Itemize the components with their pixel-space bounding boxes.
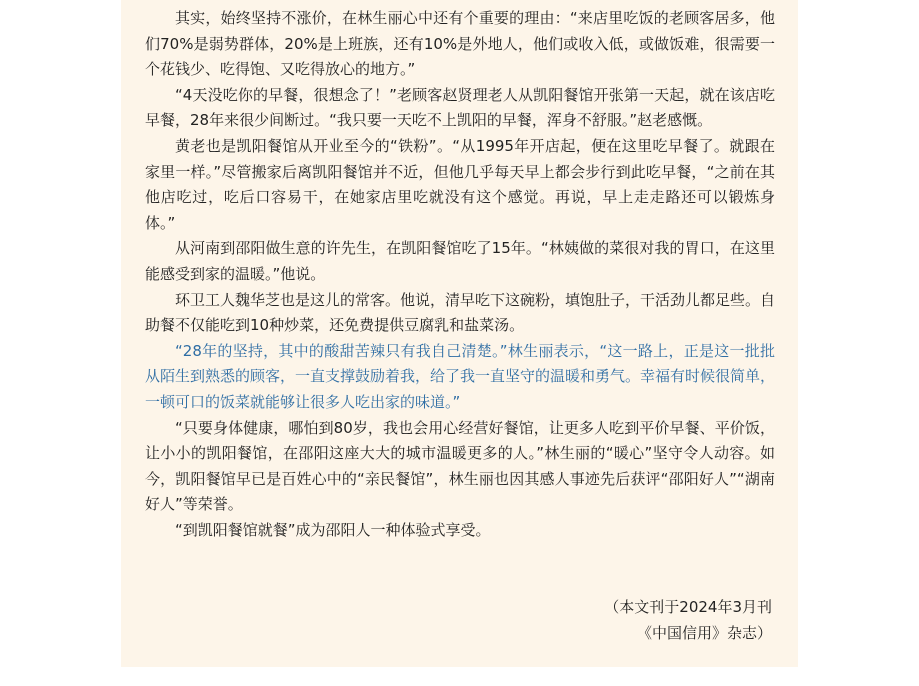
article-body	[145, 6, 775, 543]
paragraph-warm-heart: “只要身体健康，哪怕到80岁，我也会用心经营好餐馆，让更多人吃到平价早餐、平价饭，让小小的凯阳餐馆，在邵阳这座大大的城市温暖更多的人。”林生丽的“暖心”坚守令人动容。如今，凯阳餐馆早已是百姓心中的“亲民餐馆”，林生丽也因其感人事迹先后获评“邵阳好人”“湖南好人”等荣誉。	[145, 418, 775, 514]
source-byline	[604, 594, 772, 646]
paragraph-closing: “到凯阳餐馆就餐”成为邵阳人一种体验式享受。	[175, 520, 491, 539]
paragraph-highlight-quote: “28年的坚持，其中的酸甜苦辣只有我自己清楚。”林生丽表示，“这一路上，正是这一批批从陌生到熟悉的顾客，一直支撑鼓励着我，给了我一直坚守的温暖和勇气。幸福有时候很简单，一顿可口的饭菜就能够让很多人吃出家的味道。”	[145, 341, 776, 411]
article-page	[121, 0, 798, 667]
paragraph-huang-lao: 黄老也是凯阳餐馆从开业至今的“铁粉”。“从1995年开店起，便在这里吃早餐了。就跟在家里一样。”尽管搬家后离凯阳餐馆并不近，但他几乎每天早上都会步行到此吃早餐，“之前在其他店吃过，吃后口容易干，在她家店里吃就没有这个感觉。再说，早上走走路还可以锻炼身体。”	[145, 136, 775, 232]
byline-line-1: （本文刊于2024年3月刊	[604, 598, 772, 616]
paragraph-wei-huazhi: 环卫工人魏华芝也是这儿的常客。他说，清早吃下这碗粉，填饱肚子，干活劲儿都足些。自助餐不仅能吃到10种炒菜，还免费提供豆腐乳和盐菜汤。	[145, 290, 776, 335]
paragraph-price-reason: 其实，始终坚持不涨价，在林生丽心中还有个重要的理由：“来店里吃饭的老顾客居多，他们70%是弱势群体，20%是上班族，还有10%是外地人，他们或收入低，或做饭难，很需要一个花钱少、吃得饱、又吃得放心的地方。”	[145, 9, 775, 79]
byline-line-2: 《中国信用》杂志）	[636, 624, 772, 642]
paragraph-mr-xu: 从河南到邵阳做生意的许先生，在凯阳餐馆吃了15年。“林姨做的菜很对我的胃口，在这里能感受到家的温暖。”他说。	[145, 239, 775, 283]
paragraph-zhao-xianli: “4天没吃你的早餐，很想念了！”老顾客赵贤理老人从凯阳餐馆开张第一天起，就在该店吃早餐，28年来很少间断过。“我只要一天吃不上凯阳的早餐，浑身不舒服。”赵老感慨。	[145, 85, 775, 130]
